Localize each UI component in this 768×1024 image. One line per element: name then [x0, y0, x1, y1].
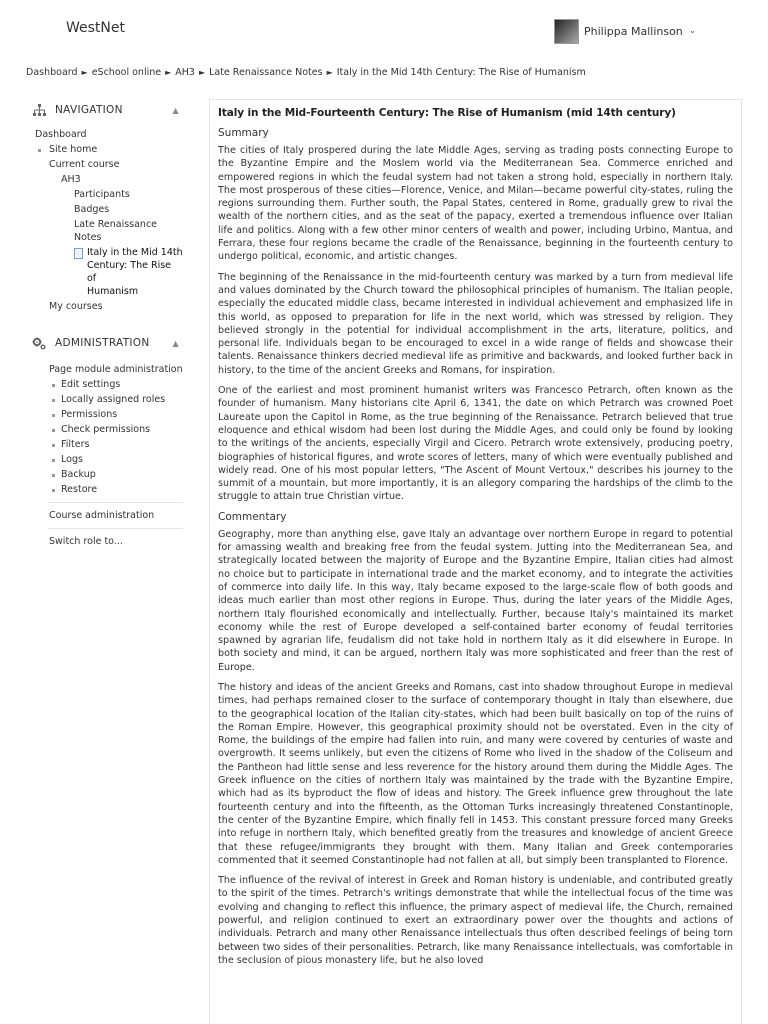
admin-item-label: Permissions [61, 409, 118, 420]
nav-item-course[interactable]: AH3 [61, 174, 81, 185]
breadcrumb-separator-icon: ► [198, 68, 206, 77]
bullet-icon [52, 474, 55, 477]
site-brand-link[interactable]: WestNet [66, 20, 125, 36]
top-bar [0, 0, 768, 58]
breadcrumb-eschool[interactable]: eSchool online [91, 67, 162, 78]
admin-page-module[interactable]: Page module administration [49, 364, 183, 375]
administration-tree [28, 363, 183, 496]
bullet-icon [52, 384, 55, 387]
admin-item-check-permissions[interactable] [28, 423, 183, 436]
nav-item-current-page[interactable] [28, 246, 183, 298]
breadcrumb-separator-icon: ► [165, 68, 172, 77]
nav-item-participants[interactable]: Participants [74, 189, 130, 200]
nav-item-badges[interactable]: Badges [74, 204, 110, 215]
collapse-icon[interactable]: ▲ [172, 105, 179, 115]
chevron-down-icon[interactable]: ⌄ [688, 26, 697, 36]
gears-icon [32, 336, 46, 350]
summary-paragraph: The cities of Italy prospered during the late Middle Ages, serving as trading posts connecting Europe to the Byzantine Empire and the Moslem world via the Mediterranean Sea. Commerce enriched and empowered regions in which the feudal system had not taken a strong hold, especially in northern Italy. The most prosperous of these cities—Florence, Venice, and Milan—became powerful city-states, ruling the regions surrounding them. Further south, the Papal States, centered in Rome, gradually grew to rival the wealth of the northern cities, and as the seat of the papacy, exerted a tremendous influence over Italian life and politics. Along with a few other minor centers of wealth and power, including Urbino, Mantua, and Ferrara, these four regions became the cradle of the Renaissance, beginning in the fourteenth century to undergo political, economic, and artistic changes. [218, 145, 733, 263]
breadcrumb-current[interactable]: Italy in the Mid 14th Century: The Rise of Humanism [336, 67, 586, 78]
nav-current-line1: Italy in the Mid 14th [87, 247, 183, 258]
admin-item-label: Backup [61, 469, 96, 480]
page-icon [74, 248, 83, 259]
nav-item-current-course[interactable]: Current course [49, 159, 120, 170]
nav-item-my-courses[interactable]: My courses [49, 301, 103, 312]
admin-item-backup[interactable] [28, 468, 183, 481]
left-sidebar [28, 100, 183, 548]
administration-block-header[interactable] [28, 333, 183, 353]
nav-item-dashboard[interactable]: Dashboard [35, 129, 87, 140]
user-menu[interactable] [554, 19, 696, 43]
commentary-heading: Commentary [218, 510, 287, 523]
nav-item-late-notes[interactable]: Late Renaissance Notes [74, 219, 158, 243]
nav-item-site-home[interactable] [28, 143, 183, 156]
admin-item-label: Logs [61, 454, 83, 465]
breadcrumb-section[interactable]: Late Renaissance Notes [209, 67, 323, 78]
page-title: Italy in the Mid-Fourteenth Century: The Rise of Humanism (mid 14th century) [218, 107, 676, 119]
nav-current-line2: Century: The Rise of [87, 260, 172, 284]
admin-item-label: Filters [61, 439, 90, 450]
user-name[interactable]: Philippa Mallinson [584, 24, 683, 38]
commentary-paragraph: The influence of the revival of interest in Greek and Roman history is undeniable, and contributed greatly to the spirit of the times. Petrarch's writings demonstrate that while the intellectual focus of the time was evolving and changing to reflect this influence, the primary aspect of medieval life, the Church, remained powerful, and religion continued to exert an extraordinary power over the thoughts and actions of individuals. Petrarch and many other Renaissance intellectuals thus often described feelings of being torn between two sides of their personalities. Petrarch, like many Renaissance intellectuals, was comfortable in the seclusion of pious monastery life, but he also loved [218, 875, 733, 966]
sitemap-icon [32, 103, 46, 117]
admin-item-label: Check permissions [61, 424, 151, 435]
admin-item-roles[interactable] [28, 393, 183, 406]
bullet-icon [52, 429, 55, 432]
collapse-icon[interactable]: ▲ [172, 338, 179, 348]
bullet-icon [52, 414, 55, 417]
avatar[interactable] [554, 19, 579, 44]
administration-title: ADMINISTRATION [55, 337, 150, 349]
admin-course-admin[interactable]: Course administration [49, 510, 155, 521]
breadcrumb-separator-icon: ► [81, 68, 88, 77]
bullet-icon [52, 399, 55, 402]
navigation-title: NAVIGATION [55, 104, 123, 116]
admin-switch-role[interactable]: Switch role to... [49, 536, 123, 547]
summary-heading: Summary [218, 127, 269, 139]
commentary-paragraph: Geography, more than anything else, gave Italy an advantage over northern Europe in regard to potential for amassing wealth and breaking free from the feudal system. Jutting into the Mediterranean Sea, and strategically located between the majority of Europe and the Byzantine Empire, Italian cities had almost no choice but to participate in international trade and the market economy, and to integrate the activities of commerce into daily life. In this way, Italy became exposed to the large-scale flow of both goods and ideas much earlier than most other regions in Europe. Thus, during the later years of the Middle Ages, northern Italy flourished economically and intellectually. Further, because Italy's maintained its market economy while the rest of Europe developed a self-contained barter economy of feudal territories spawned by agrarian life, feudalism did not take hold in northern Italy as it did elsewhere in Europe. In both society and mind, it can be argued, northern Italy was more sophisticated and freer than the rest of Europe. [218, 528, 733, 673]
bullet-icon [52, 489, 55, 492]
breadcrumb-dashboard[interactable]: Dashboard [26, 67, 78, 78]
summary-paragraph: One of the earliest and most prominent humanist writers was Francesco Petrarch, often known as the founder of humanism. Many historians cite April 6, 1341, the date on which Petrarch was crowned Poet Laureate upon the Capitol in Rome, as the true beginning of the Renaissance. Petrarch believed that true eloquence and ethical wisdom had been lost during the Middle Ages, and could only be found by looking to the writings of the ancients, especially Virgil and Cicero. Petrarch wrote extensively, producing poetry, biographies of historical figures, and wrote scores of letters, many of which were eventually published and widely read. One of his most popular letters, "The Ascent of Mount Vertoux," describes his journey to the summit of a mountain, but more importantly, it is an allegory comparing the hardships of the climb to the struggle to attain true Christian virtue. [218, 385, 733, 503]
divider [48, 528, 183, 529]
nav-item-label: Site home [49, 144, 98, 155]
admin-item-label: Edit settings [61, 379, 121, 390]
bullet-icon [38, 149, 41, 152]
admin-item-label: Locally assigned roles [61, 394, 166, 405]
divider [48, 502, 183, 503]
bullet-icon [52, 444, 55, 447]
admin-item-restore[interactable] [28, 483, 183, 496]
admin-item-permissions[interactable] [28, 408, 183, 421]
nav-current-line3: Humanism [87, 286, 139, 297]
bullet-icon [52, 459, 55, 462]
summary-paragraph: The beginning of the Renaissance in the mid-fourteenth century was marked by a turn from medieval life and values dominated by the Church toward the philosophical principles of humanism. The Italian people, especially the educated middle class, became interested in individual achievement and emphasized life in this world, as opposed to preparation for life in the next world, which was stressed by religion. They believed strongly in the potential for individual accomplishment in the arts, literature, politics, and personal life. Individuals began to be encouraged to excel in a wide range of fields and showcase their talents. Renaissance thinkers decried medieval life as primitive and backwards, and looked further back in history, to the time of the ancient Greeks and Romans, for inspiration. [218, 271, 733, 376]
breadcrumb-course[interactable]: AH3 [175, 67, 195, 78]
navigation-tree [28, 128, 183, 313]
breadcrumb [26, 67, 586, 78]
commentary-paragraph: The history and ideas of the ancient Greeks and Romans, cast into shadow throughout Europe in medieval times, had perhaps remained closer to the surface of contemporary thought in Italy than elsewhere, due to the geographical location of the Italian city-states, which had been built basically on top of the ruins of the Roman Empire. However, this geographical proximity should not be overstated. Even in the city of Rome, the buildings of the empire had fallen into ruin, and many were covered by centuries of waste and overgrowth. It seems unlikely, but even the citizens of Rome who lived in the shadow of the Coliseum and the Pantheon had little sense and less reverence for the history around them during the Middle Ages. The Greek influence on the cities of northern Italy was maintained by the trade with the Byzantine Empire, which had as its byproduct the flow of ideas and history. The Greek influence grew throughout the late fourteenth century and into the fifteenth, as the Ottoman Turks increasingly threatened Constantinople, the center of the Byzantine Empire, which finally fell in 1453. This constant pressure forced many Greeks into refuge in northern Italy, which benefited greatly from the treasures and knowledge of ancient Greece that these refugee/immigrants they brought with them. Many Italian and Greek contemporaries commented that it seemed Constantinople had not fallen at all, but simply been transplanted to Florence. [218, 681, 733, 866]
navigation-block-header[interactable] [28, 100, 183, 120]
breadcrumb-separator-icon: ► [326, 68, 333, 77]
admin-item-filters[interactable] [28, 438, 183, 451]
admin-item-logs[interactable] [28, 453, 183, 466]
admin-item-edit-settings[interactable] [28, 378, 183, 391]
main-content [209, 99, 742, 1024]
admin-item-label: Restore [61, 484, 98, 495]
